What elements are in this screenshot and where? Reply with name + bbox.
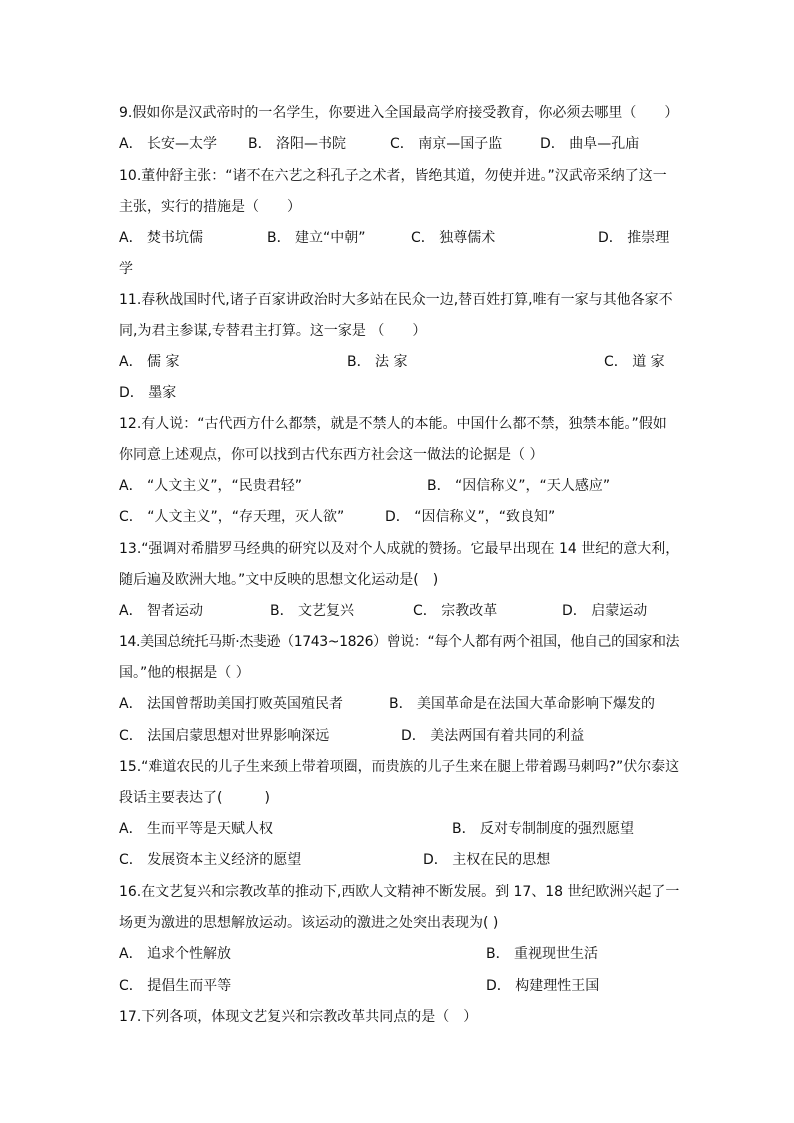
question-13-stem-line-2: 随后遍及欧洲大地。”文中反映的思想文化运动是( )	[119, 572, 439, 588]
question-10-stem-line-1: 10.董仲舒主张：“诸不在六艺之科孔子之术者，皆绝其道，勿使并进。”汉武帝采纳了这一	[119, 168, 667, 184]
question-17-stem: 17.下列各项，体现文艺复兴和宗教改革共同点的是（ ）	[119, 1009, 478, 1025]
question-16-option-a: A． 追求个性解放	[119, 946, 232, 962]
question-16-option-b: B． 重视现世生活	[486, 946, 599, 962]
question-11-option-d: D． 墨家	[119, 385, 177, 401]
question-16-option-d: D． 构建理性王国	[486, 978, 600, 994]
question-10-option-d: D． 推崇理	[598, 230, 670, 246]
question-14-option-a: A． 法国曾帮助美国打败英国殖民者	[119, 696, 344, 712]
question-16-option-c: C． 提倡生而平等	[119, 978, 232, 994]
question-14-stem-line-2: 国。”他的根据是（ ）	[119, 665, 250, 681]
question-9-option-a: A． 长安—太学	[119, 136, 218, 152]
question-15-stem-line-1: 15.“难道农民的儿子生来颈上带着项圈，而贵族的儿子生来在腿上带着踢马刺吗?”伏尔泰这	[119, 759, 680, 775]
question-13-option-a: A． 智者运动	[119, 603, 204, 619]
question-11-stem-line-2: 同,为君主参谋,专替君主打算。这一家是 （ ）	[119, 323, 427, 339]
question-12-option-a: A． “人文主义”，“民贵君轻”	[119, 478, 303, 494]
question-9-option-c: C． 南京—国子监	[390, 136, 503, 152]
question-10-option-c: C． 独尊儒术	[411, 230, 496, 246]
question-14-option-b: B． 美国革命是在法国大革命影响下爆发的	[389, 696, 656, 712]
question-13-option-c: C． 宗教改革	[413, 603, 498, 619]
question-15-option-a: A． 生而平等是天赋人权	[119, 821, 274, 837]
question-15-option-b: B． 反对专制制度的强烈愿望	[452, 821, 635, 837]
question-11-stem-line-1: 11.春秋战国时代,诸子百家讲政治时大多站在民众一边,替百姓打算,唯有一家与其他各家不	[119, 292, 673, 308]
question-16-stem-line-1: 16.在文艺复兴和宗教改革的推动下,西欧人文精神不断发展。到 17、18 世纪欧洲兴起了一	[119, 884, 680, 900]
question-15-option-c: C． 发展资本主义经济的愿望	[119, 852, 302, 868]
question-9-option-b: B． 洛阳—书院	[248, 136, 347, 152]
question-11-option-c: C． 道 家	[604, 354, 665, 370]
question-9-stem: 9.假如你是汉武帝时的一名学生，你要进入全国最高学府接受教育，你必须去哪里（ ）	[119, 105, 679, 121]
question-14-stem-line-1: 14.美国总统托马斯·杰斐逊（1743~1826）曾说：“每个人都有两个祖国，他自己的国家和法	[119, 634, 680, 650]
question-12-stem-line-2: 你同意上述观点，你可以找到古代东西方社会这一做法的论据是（ ）	[119, 447, 544, 463]
question-14-option-c: C． 法国启蒙思想对世界影响深远	[119, 728, 330, 744]
question-13-option-d: D． 启蒙运动	[562, 603, 648, 619]
question-11-option-a: A． 儒 家	[119, 354, 180, 370]
question-9-option-d: D． 曲阜—孔庙	[540, 136, 640, 152]
question-12-stem-line-1: 12.有人说：“古代西方什么都禁，就是不禁人的本能。中国什么都不禁，独禁本能。”假如	[119, 416, 667, 432]
question-10-stem-line-2: 主张，实行的措施是（ ）	[119, 199, 301, 215]
question-12-option-c: C． “人文主义”，“存天理，灭人欲”	[119, 509, 345, 525]
question-12-option-b: B． “因信称义”，“天人感应”	[427, 478, 611, 494]
question-16-stem-line-2: 场更为激进的思想解放运动。该运动的激进之处突出表现为( )	[119, 915, 499, 931]
question-13-stem-line-1: 13.“强调对希腊罗马经典的研究以及对个人成就的赞扬。它最早出现在 14 世纪的意大利，	[119, 541, 680, 557]
question-10-option-b: B． 建立“中朝”	[267, 230, 366, 246]
question-15-stem-line-2: 段话主要表达了( )	[119, 790, 270, 806]
question-10-option-a: A． 焚书坑儒	[119, 230, 204, 246]
question-12-option-d: D． “因信称义”，“致良知”	[385, 509, 556, 525]
question-10-option-d-wrap: 学	[119, 261, 133, 277]
question-14-option-d: D． 美法两国有着共同的利益	[401, 728, 585, 744]
question-11-option-b: B． 法 家	[347, 354, 408, 370]
question-13-option-b: B． 文艺复兴	[270, 603, 355, 619]
question-15-option-d: D． 主权在民的思想	[423, 852, 551, 868]
